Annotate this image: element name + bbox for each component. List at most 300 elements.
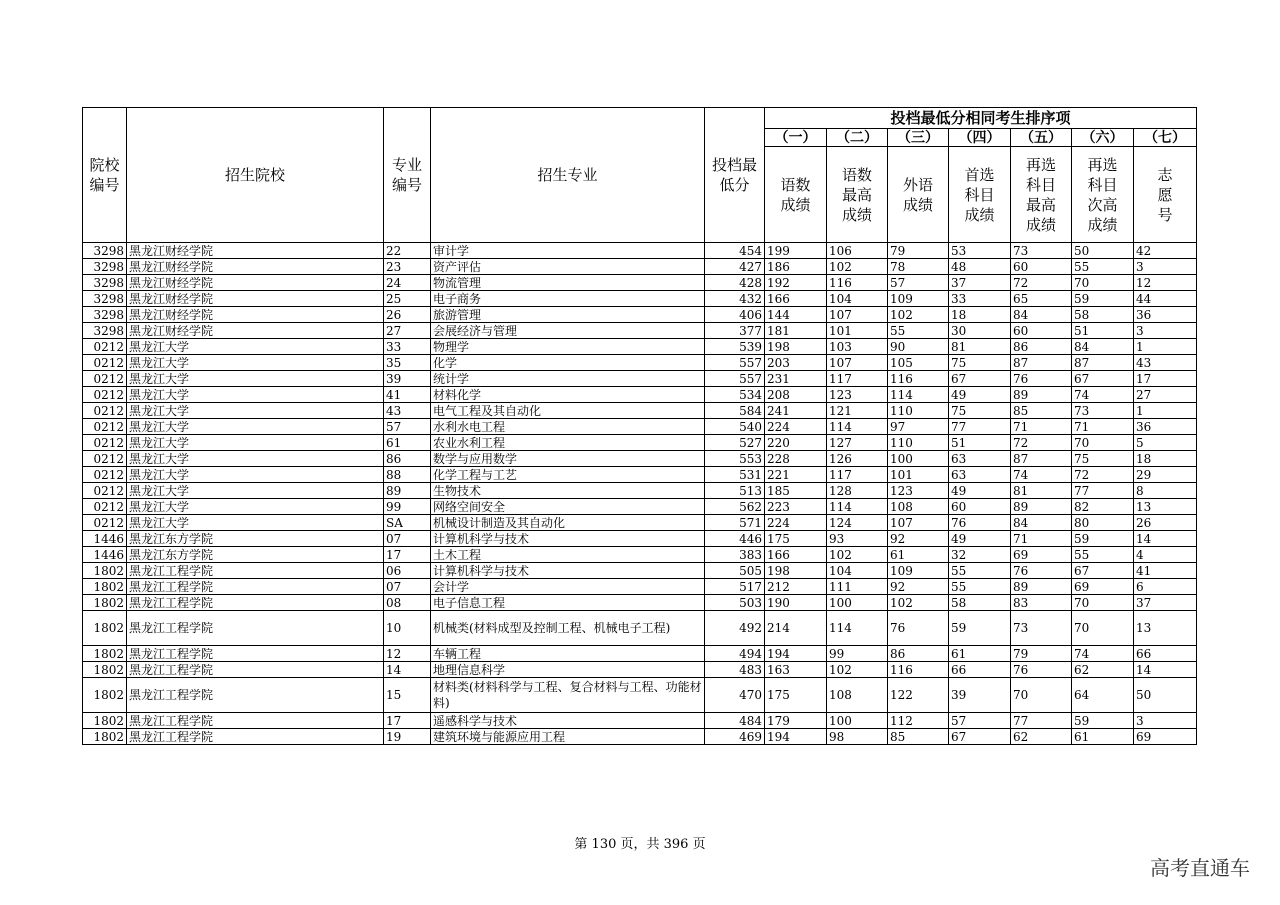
cell-score-1: 166 — [765, 291, 827, 307]
table-row — [83, 646, 1197, 662]
cell-major-code: 39 — [384, 371, 431, 387]
cell-score-6: 58 — [1072, 307, 1134, 323]
tiebreak-num-4: （四） — [949, 129, 1011, 147]
cell-score-1: 220 — [765, 435, 827, 451]
cell-score-1: 194 — [765, 646, 827, 662]
cell-score-7: 1 — [1134, 339, 1197, 355]
table-body — [83, 243, 1197, 745]
cell-score-5: 89 — [1011, 579, 1072, 595]
table-row — [83, 243, 1197, 259]
cell-min-score: 494 — [705, 646, 765, 662]
cell-score-3: 112 — [888, 713, 949, 729]
cell-score-2: 104 — [827, 291, 888, 307]
cell-min-score: 513 — [705, 483, 765, 499]
cell-major-name: 会计学 — [431, 579, 705, 595]
cell-score-5: 76 — [1011, 371, 1072, 387]
cell-min-score: 377 — [705, 323, 765, 339]
cell-major-name: 地理信息科学 — [431, 662, 705, 678]
cell-score-2: 127 — [827, 435, 888, 451]
cell-score-6: 67 — [1072, 563, 1134, 579]
watermark-text: 高考直通车 — [1150, 856, 1250, 880]
cell-score-2: 101 — [827, 323, 888, 339]
cell-major-code: 89 — [384, 483, 431, 499]
cell-score-3: 92 — [888, 531, 949, 547]
cell-score-2: 111 — [827, 579, 888, 595]
cell-major-code: 57 — [384, 419, 431, 435]
tiebreak-label-6: 再选科目次高成绩 — [1072, 147, 1134, 243]
cell-score-3: 109 — [888, 563, 949, 579]
cell-major-code: 27 — [384, 323, 431, 339]
cell-major-code: 10 — [384, 611, 431, 646]
cell-min-score: 505 — [705, 563, 765, 579]
cell-score-5: 60 — [1011, 259, 1072, 275]
cell-score-6: 55 — [1072, 259, 1134, 275]
cell-score-1: 214 — [765, 611, 827, 646]
cell-college-name: 黑龙江工程学院 — [127, 611, 384, 646]
cell-score-1: 192 — [765, 275, 827, 291]
cell-score-1: 224 — [765, 515, 827, 531]
cell-score-4: 58 — [949, 595, 1011, 611]
cell-score-2: 114 — [827, 419, 888, 435]
cell-college-name: 黑龙江大学 — [127, 387, 384, 403]
cell-score-4: 51 — [949, 435, 1011, 451]
cell-score-2: 117 — [827, 371, 888, 387]
cell-college-name: 黑龙江工程学院 — [127, 662, 384, 678]
cell-major-name: 计算机科学与技术 — [431, 563, 705, 579]
tiebreak-label-3: 外语成绩 — [888, 147, 949, 243]
cell-score-2: 104 — [827, 563, 888, 579]
cell-score-5: 89 — [1011, 387, 1072, 403]
cell-score-2: 116 — [827, 275, 888, 291]
cell-min-score: 531 — [705, 467, 765, 483]
cell-major-code: 99 — [384, 499, 431, 515]
cell-score-2: 100 — [827, 595, 888, 611]
cell-score-1: 181 — [765, 323, 827, 339]
cell-college-code: 1802 — [83, 662, 127, 678]
cell-min-score: 557 — [705, 355, 765, 371]
cell-college-name: 黑龙江工程学院 — [127, 678, 384, 713]
cell-major-name: 建筑环境与能源应用工程 — [431, 729, 705, 745]
cell-min-score: 432 — [705, 291, 765, 307]
cell-score-4: 63 — [949, 451, 1011, 467]
table-row — [83, 339, 1197, 355]
cell-min-score: 470 — [705, 678, 765, 713]
cell-score-6: 70 — [1072, 435, 1134, 451]
cell-score-7: 69 — [1134, 729, 1197, 745]
cell-score-7: 13 — [1134, 499, 1197, 515]
cell-score-6: 73 — [1072, 403, 1134, 419]
cell-min-score: 584 — [705, 403, 765, 419]
cell-score-4: 55 — [949, 563, 1011, 579]
cell-score-5: 70 — [1011, 678, 1072, 713]
cell-score-4: 53 — [949, 243, 1011, 259]
header-major-code: 专业编号 — [384, 108, 431, 243]
cell-college-name: 黑龙江工程学院 — [127, 646, 384, 662]
cell-college-name: 黑龙江大学 — [127, 467, 384, 483]
tiebreak-num-5: （五） — [1011, 129, 1072, 147]
header-college-name: 招生院校 — [127, 108, 384, 243]
cell-major-code: 25 — [384, 291, 431, 307]
cell-score-6: 55 — [1072, 547, 1134, 563]
cell-min-score: 553 — [705, 451, 765, 467]
cell-score-1: 194 — [765, 729, 827, 745]
cell-min-score: 454 — [705, 243, 765, 259]
cell-score-6: 59 — [1072, 291, 1134, 307]
cell-score-2: 107 — [827, 307, 888, 323]
cell-score-7: 29 — [1134, 467, 1197, 483]
cell-score-1: 199 — [765, 243, 827, 259]
cell-score-2: 103 — [827, 339, 888, 355]
cell-score-3: 76 — [888, 611, 949, 646]
cell-major-name: 农业水利工程 — [431, 435, 705, 451]
cell-score-1: 198 — [765, 563, 827, 579]
cell-score-1: 208 — [765, 387, 827, 403]
cell-score-5: 74 — [1011, 467, 1072, 483]
cell-major-name: 审计学 — [431, 243, 705, 259]
cell-score-4: 59 — [949, 611, 1011, 646]
cell-major-name: 统计学 — [431, 371, 705, 387]
cell-min-score: 517 — [705, 579, 765, 595]
cell-score-3: 105 — [888, 355, 949, 371]
cell-score-4: 76 — [949, 515, 1011, 531]
cell-score-5: 76 — [1011, 563, 1072, 579]
cell-score-7: 26 — [1134, 515, 1197, 531]
cell-score-7: 5 — [1134, 435, 1197, 451]
cell-college-code: 1446 — [83, 531, 127, 547]
table-row — [83, 307, 1197, 323]
cell-score-1: 228 — [765, 451, 827, 467]
cell-college-code: 3298 — [83, 275, 127, 291]
table-row — [83, 483, 1197, 499]
table-row — [83, 371, 1197, 387]
cell-score-7: 3 — [1134, 323, 1197, 339]
cell-score-2: 124 — [827, 515, 888, 531]
cell-score-2: 114 — [827, 499, 888, 515]
cell-score-7: 4 — [1134, 547, 1197, 563]
cell-score-2: 117 — [827, 467, 888, 483]
cell-college-code: 3298 — [83, 323, 127, 339]
cell-score-5: 65 — [1011, 291, 1072, 307]
table-row — [83, 595, 1197, 611]
tiebreak-num-7: （七） — [1134, 129, 1197, 147]
cell-min-score: 562 — [705, 499, 765, 515]
tiebreak-label-2: 语数最高成绩 — [827, 147, 888, 243]
cell-college-code: 0212 — [83, 451, 127, 467]
cell-score-6: 74 — [1072, 646, 1134, 662]
table-row — [83, 275, 1197, 291]
cell-score-4: 57 — [949, 713, 1011, 729]
cell-score-3: 55 — [888, 323, 949, 339]
cell-score-2: 102 — [827, 662, 888, 678]
page-footer: 第 130 页，共 396 页 — [574, 837, 706, 852]
cell-score-1: 224 — [765, 419, 827, 435]
cell-score-5: 86 — [1011, 339, 1072, 355]
cell-score-1: 198 — [765, 339, 827, 355]
cell-college-name: 黑龙江工程学院 — [127, 713, 384, 729]
cell-score-5: 84 — [1011, 515, 1072, 531]
cell-college-name: 黑龙江大学 — [127, 371, 384, 387]
cell-score-1: 212 — [765, 579, 827, 595]
cell-score-3: 101 — [888, 467, 949, 483]
tiebreak-label-5: 再选科目最高成绩 — [1011, 147, 1072, 243]
cell-college-code: 3298 — [83, 307, 127, 323]
header-min-score: 投档最低分 — [705, 108, 765, 243]
cell-major-name: 水利水电工程 — [431, 419, 705, 435]
cell-score-2: 98 — [827, 729, 888, 745]
cell-major-name: 化学 — [431, 355, 705, 371]
cell-college-code: 1802 — [83, 563, 127, 579]
cell-major-code: 35 — [384, 355, 431, 371]
cell-score-3: 110 — [888, 403, 949, 419]
cell-college-code: 3298 — [83, 291, 127, 307]
cell-score-5: 84 — [1011, 307, 1072, 323]
table-row — [83, 611, 1197, 646]
cell-college-name: 黑龙江大学 — [127, 419, 384, 435]
cell-major-code: 07 — [384, 579, 431, 595]
cell-score-6: 64 — [1072, 678, 1134, 713]
cell-college-name: 黑龙江大学 — [127, 515, 384, 531]
cell-major-code: 12 — [384, 646, 431, 662]
cell-score-3: 100 — [888, 451, 949, 467]
tiebreak-num-3: （三） — [888, 129, 949, 147]
cell-score-2: 126 — [827, 451, 888, 467]
cell-score-6: 75 — [1072, 451, 1134, 467]
cell-score-3: 92 — [888, 579, 949, 595]
cell-score-3: 86 — [888, 646, 949, 662]
cell-college-code: 0212 — [83, 371, 127, 387]
cell-score-7: 18 — [1134, 451, 1197, 467]
cell-score-4: 49 — [949, 531, 1011, 547]
cell-college-code: 0212 — [83, 419, 127, 435]
cell-score-4: 49 — [949, 483, 1011, 499]
cell-score-5: 72 — [1011, 435, 1072, 451]
cell-score-5: 76 — [1011, 662, 1072, 678]
cell-score-6: 70 — [1072, 611, 1134, 646]
cell-major-code: 22 — [384, 243, 431, 259]
header-major-name: 招生专业 — [431, 108, 705, 243]
cell-major-code: 07 — [384, 531, 431, 547]
table-row — [83, 515, 1197, 531]
table-row — [83, 467, 1197, 483]
cell-major-name: 土木工程 — [431, 547, 705, 563]
cell-score-2: 93 — [827, 531, 888, 547]
cell-major-name: 生物技术 — [431, 483, 705, 499]
cell-score-1: 179 — [765, 713, 827, 729]
cell-score-7: 37 — [1134, 595, 1197, 611]
cell-score-4: 55 — [949, 579, 1011, 595]
cell-score-6: 87 — [1072, 355, 1134, 371]
table-row — [83, 291, 1197, 307]
cell-score-1: 223 — [765, 499, 827, 515]
cell-score-2: 100 — [827, 713, 888, 729]
cell-score-3: 85 — [888, 729, 949, 745]
cell-score-4: 32 — [949, 547, 1011, 563]
cell-major-code: 17 — [384, 713, 431, 729]
cell-major-name: 机械类(材料成型及控制工程、机械电子工程) — [431, 611, 705, 646]
cell-min-score: 492 — [705, 611, 765, 646]
cell-score-4: 67 — [949, 371, 1011, 387]
cell-major-name: 电子商务 — [431, 291, 705, 307]
cell-score-2: 107 — [827, 355, 888, 371]
cell-college-name: 黑龙江东方学院 — [127, 547, 384, 563]
cell-score-2: 114 — [827, 611, 888, 646]
cell-major-code: 23 — [384, 259, 431, 275]
header-tiebreak-title: 投档最低分相同考生排序项 — [765, 108, 1197, 129]
cell-score-1: 231 — [765, 371, 827, 387]
cell-college-code: 0212 — [83, 339, 127, 355]
cell-score-7: 66 — [1134, 646, 1197, 662]
cell-score-7: 13 — [1134, 611, 1197, 646]
cell-score-6: 72 — [1072, 467, 1134, 483]
cell-college-name: 黑龙江财经学院 — [127, 291, 384, 307]
table-row — [83, 259, 1197, 275]
cell-college-name: 黑龙江大学 — [127, 483, 384, 499]
cell-college-code: 1802 — [83, 729, 127, 745]
cell-major-code: 26 — [384, 307, 431, 323]
cell-score-4: 60 — [949, 499, 1011, 515]
cell-college-name: 黑龙江大学 — [127, 435, 384, 451]
cell-major-name: 车辆工程 — [431, 646, 705, 662]
header-college-code: 院校编号 — [83, 108, 127, 243]
cell-college-code: 0212 — [83, 435, 127, 451]
tiebreak-label-7: 志愿号 — [1134, 147, 1197, 243]
cell-score-1: 190 — [765, 595, 827, 611]
cell-college-code: 1802 — [83, 678, 127, 713]
cell-score-7: 1 — [1134, 403, 1197, 419]
cell-major-code: 17 — [384, 547, 431, 563]
tiebreak-num-6: （六） — [1072, 129, 1134, 147]
cell-score-6: 84 — [1072, 339, 1134, 355]
cell-score-4: 63 — [949, 467, 1011, 483]
cell-score-3: 116 — [888, 662, 949, 678]
cell-min-score: 557 — [705, 371, 765, 387]
cell-min-score: 534 — [705, 387, 765, 403]
cell-score-6: 67 — [1072, 371, 1134, 387]
cell-min-score: 427 — [705, 259, 765, 275]
cell-college-name: 黑龙江财经学院 — [127, 243, 384, 259]
cell-score-3: 116 — [888, 371, 949, 387]
cell-score-6: 61 — [1072, 729, 1134, 745]
cell-college-code: 1802 — [83, 595, 127, 611]
cell-score-5: 60 — [1011, 323, 1072, 339]
cell-college-name: 黑龙江工程学院 — [127, 729, 384, 745]
cell-score-2: 106 — [827, 243, 888, 259]
cell-score-5: 79 — [1011, 646, 1072, 662]
cell-score-4: 66 — [949, 662, 1011, 678]
table-row — [83, 563, 1197, 579]
cell-score-7: 42 — [1134, 243, 1197, 259]
cell-score-4: 75 — [949, 355, 1011, 371]
cell-college-code: 3298 — [83, 259, 127, 275]
cell-score-6: 62 — [1072, 662, 1134, 678]
cell-score-1: 185 — [765, 483, 827, 499]
cell-score-6: 82 — [1072, 499, 1134, 515]
cell-score-7: 27 — [1134, 387, 1197, 403]
cell-score-3: 78 — [888, 259, 949, 275]
cell-score-6: 59 — [1072, 713, 1134, 729]
cell-score-1: 144 — [765, 307, 827, 323]
cell-score-3: 90 — [888, 339, 949, 355]
cell-score-4: 75 — [949, 403, 1011, 419]
cell-major-code: 14 — [384, 662, 431, 678]
table-row — [83, 403, 1197, 419]
cell-college-name: 黑龙江财经学院 — [127, 275, 384, 291]
cell-major-code: 24 — [384, 275, 431, 291]
cell-major-code: 06 — [384, 563, 431, 579]
cell-college-name: 黑龙江工程学院 — [127, 563, 384, 579]
cell-score-2: 121 — [827, 403, 888, 419]
cell-college-code: 0212 — [83, 403, 127, 419]
cell-score-4: 67 — [949, 729, 1011, 745]
cell-score-2: 123 — [827, 387, 888, 403]
cell-score-3: 107 — [888, 515, 949, 531]
cell-college-code: 3298 — [83, 243, 127, 259]
cell-score-3: 79 — [888, 243, 949, 259]
cell-min-score: 383 — [705, 547, 765, 563]
cell-score-7: 3 — [1134, 713, 1197, 729]
cell-score-7: 17 — [1134, 371, 1197, 387]
admission-table — [82, 107, 1197, 745]
cell-score-5: 81 — [1011, 483, 1072, 499]
cell-score-3: 122 — [888, 678, 949, 713]
cell-major-code: 61 — [384, 435, 431, 451]
cell-score-5: 71 — [1011, 531, 1072, 547]
cell-score-6: 50 — [1072, 243, 1134, 259]
table-row — [83, 499, 1197, 515]
cell-major-code: 41 — [384, 387, 431, 403]
cell-score-5: 87 — [1011, 451, 1072, 467]
cell-score-2: 102 — [827, 259, 888, 275]
cell-college-name: 黑龙江财经学院 — [127, 259, 384, 275]
cell-score-5: 71 — [1011, 419, 1072, 435]
cell-college-name: 黑龙江大学 — [127, 355, 384, 371]
cell-major-name: 材料类(材料科学与工程、复合材料与工程、功能材料) — [431, 678, 705, 713]
cell-score-6: 51 — [1072, 323, 1134, 339]
cell-score-5: 77 — [1011, 713, 1072, 729]
cell-score-3: 123 — [888, 483, 949, 499]
cell-score-6: 80 — [1072, 515, 1134, 531]
cell-college-code: 0212 — [83, 515, 127, 531]
cell-score-2: 108 — [827, 678, 888, 713]
cell-college-code: 1802 — [83, 713, 127, 729]
cell-min-score: 571 — [705, 515, 765, 531]
cell-min-score: 527 — [705, 435, 765, 451]
cell-score-5: 73 — [1011, 611, 1072, 646]
cell-score-4: 81 — [949, 339, 1011, 355]
cell-score-4: 18 — [949, 307, 1011, 323]
cell-college-code: 1802 — [83, 579, 127, 595]
cell-college-name: 黑龙江财经学院 — [127, 307, 384, 323]
cell-score-2: 102 — [827, 547, 888, 563]
cell-college-code: 0212 — [83, 483, 127, 499]
cell-score-7: 8 — [1134, 483, 1197, 499]
cell-college-name: 黑龙江财经学院 — [127, 323, 384, 339]
cell-score-1: 175 — [765, 531, 827, 547]
tiebreak-num-1: （一） — [765, 129, 827, 147]
cell-score-5: 73 — [1011, 243, 1072, 259]
cell-score-6: 77 — [1072, 483, 1134, 499]
cell-college-code: 0212 — [83, 387, 127, 403]
cell-major-code: 19 — [384, 729, 431, 745]
cell-score-1: 203 — [765, 355, 827, 371]
cell-college-code: 0212 — [83, 467, 127, 483]
cell-major-name: 会展经济与管理 — [431, 323, 705, 339]
cell-score-4: 77 — [949, 419, 1011, 435]
cell-score-6: 69 — [1072, 579, 1134, 595]
cell-college-name: 黑龙江大学 — [127, 403, 384, 419]
cell-score-3: 61 — [888, 547, 949, 563]
cell-score-1: 163 — [765, 662, 827, 678]
